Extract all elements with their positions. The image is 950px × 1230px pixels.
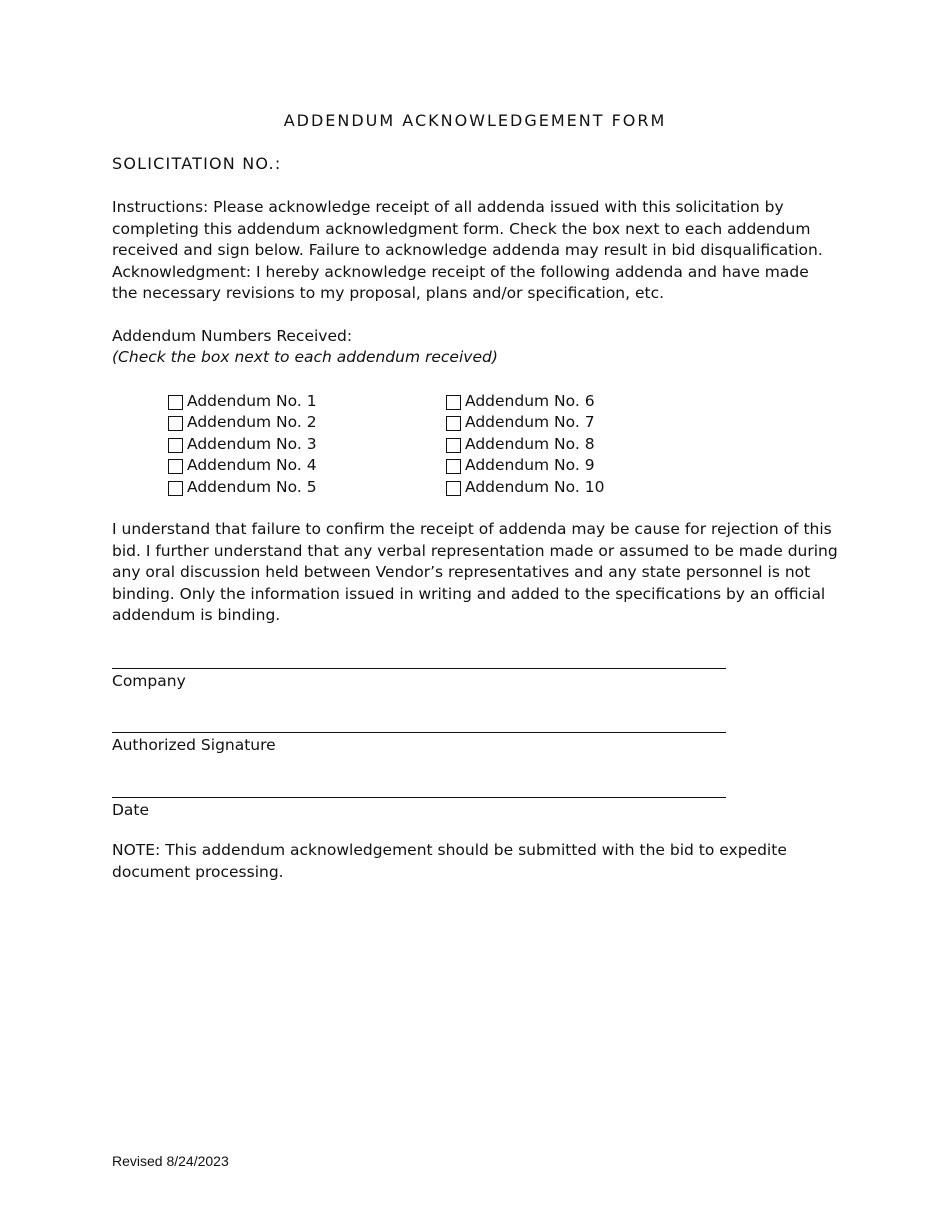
date-line[interactable] bbox=[112, 797, 726, 798]
signature-label: Authorized Signature bbox=[112, 736, 276, 754]
addendum-item-3[interactable] bbox=[168, 433, 388, 455]
checkbox[interactable] bbox=[446, 481, 461, 496]
checkbox[interactable] bbox=[446, 438, 461, 453]
addendum-item-9[interactable] bbox=[446, 455, 666, 477]
addendum-label: Addendum No. 10 bbox=[465, 477, 605, 496]
addendum-label: Addendum No. 3 bbox=[187, 434, 317, 453]
addenda-list-left bbox=[168, 390, 388, 498]
addenda-list-right bbox=[446, 390, 666, 498]
checkbox[interactable] bbox=[168, 395, 183, 410]
signature-field[interactable] bbox=[112, 732, 726, 755]
form-title: ADDENDUM ACKNOWLEDGEMENT FORM bbox=[283, 111, 667, 130]
company-label: Company bbox=[112, 672, 186, 690]
checkbox[interactable] bbox=[168, 438, 183, 453]
addendum-label: Addendum No. 1 bbox=[187, 391, 317, 410]
date-field[interactable] bbox=[112, 797, 726, 820]
addendum-numbers-hint: (Check the box next to each addendum received) bbox=[112, 348, 498, 366]
date-label: Date bbox=[112, 801, 150, 819]
checkbox[interactable] bbox=[446, 395, 461, 410]
signature-line[interactable] bbox=[112, 732, 726, 733]
revision-date: Revised 8/24/2023 bbox=[112, 1153, 229, 1169]
addendum-label: Addendum No. 6 bbox=[465, 391, 595, 410]
addendum-item-10[interactable] bbox=[446, 476, 666, 498]
addendum-item-2[interactable] bbox=[168, 412, 388, 434]
solicitation-number-label: SOLICITATION NO.: bbox=[112, 154, 282, 173]
checkbox[interactable] bbox=[446, 416, 461, 431]
acknowledgment-text: Acknowledgment: I hereby acknowledge receipt of the following addenda and have made the necessary revisions to my proposal, plans and/or specification, etc. bbox=[112, 262, 809, 302]
checkbox[interactable] bbox=[168, 481, 183, 496]
addendum-label: Addendum No. 5 bbox=[187, 477, 317, 496]
checkbox[interactable] bbox=[446, 459, 461, 474]
addendum-label: Addendum No. 2 bbox=[187, 413, 317, 432]
addendum-label: Addendum No. 9 bbox=[465, 456, 595, 475]
company-field[interactable] bbox=[112, 668, 726, 691]
addendum-item-4[interactable] bbox=[168, 455, 388, 477]
addendum-label: Addendum No. 8 bbox=[465, 434, 595, 453]
submission-note: NOTE: This addendum acknowledgement should be submitted with the bid to expedite document processing. bbox=[112, 841, 787, 881]
addendum-item-1[interactable] bbox=[168, 390, 388, 412]
checkbox[interactable] bbox=[168, 416, 183, 431]
addendum-label: Addendum No. 4 bbox=[187, 456, 317, 475]
checkbox[interactable] bbox=[168, 459, 183, 474]
understanding-statement: I understand that failure to confirm the receipt of addenda may be cause for rejection of this bid. I further understand that any verbal representation made or assumed to be made during any oral discussion held between Vendor’s representatives and any state personnel is not binding. Only the information issued in writing and added to the specifications by an official addendum is binding. bbox=[112, 520, 838, 624]
addendum-item-8[interactable] bbox=[446, 433, 666, 455]
company-line[interactable] bbox=[112, 668, 726, 669]
addendum-item-7[interactable] bbox=[446, 412, 666, 434]
instructions-block bbox=[112, 197, 832, 305]
addendum-label: Addendum No. 7 bbox=[465, 413, 595, 432]
instructions-text: Instructions: Please acknowledge receipt of all addenda issued with this solicitation by completing this addendum acknowledgment form. Check the box next to each addendum received and sign below. Failure to acknowledge addenda may result in bid disqualification. bbox=[112, 198, 823, 259]
addendum-item-5[interactable] bbox=[168, 476, 388, 498]
addendum-item-6[interactable] bbox=[446, 390, 666, 412]
addendum-numbers-label: Addendum Numbers Received: bbox=[112, 327, 353, 345]
